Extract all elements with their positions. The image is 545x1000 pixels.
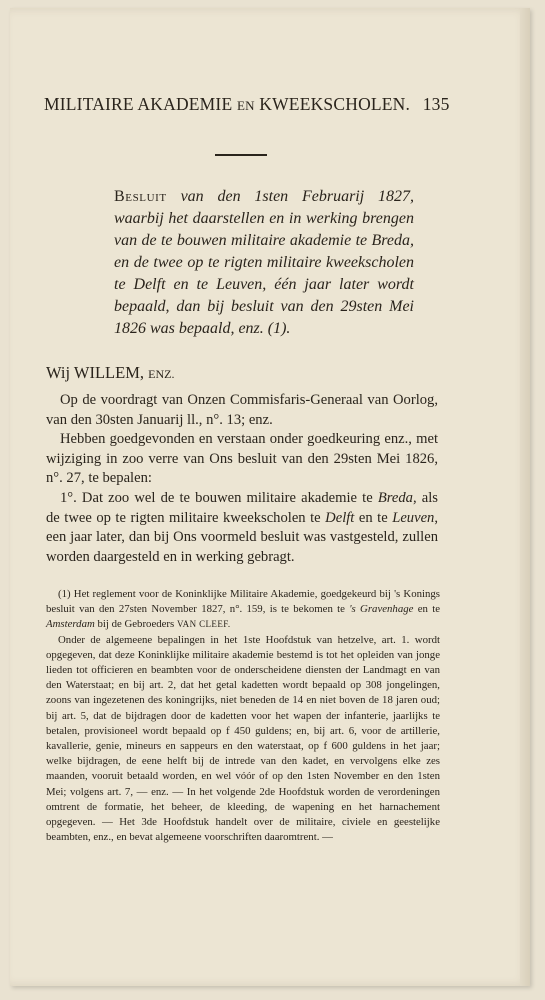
- salutation-small: ENZ.: [148, 367, 175, 381]
- decree-text: van den 1sten Februarij 1827, waarbij het daarstellen en in werking brengen van de te bouwen militaire akademie te Breda, en de twee op te rigten militaire kweekscholen te Delft en te Leuven, één jaar later wordt bepaald, dan bij besluit van den 29sten Mei 1826 was bepaald, enz. (1).: [114, 188, 414, 337]
- header-conjunction: EN: [236, 98, 255, 113]
- publisher-name: VAN CLEEF.: [176, 619, 231, 630]
- header-title-rest: KWEEKSCHOLEN.: [259, 94, 411, 114]
- header-title: MILITAIRE AKADEMIE: [44, 94, 233, 114]
- page-number: 135: [422, 94, 450, 114]
- place-amsterdam: Amsterdam: [46, 618, 95, 631]
- place-breda: Breda: [377, 489, 413, 506]
- paragraph-2: Hebben goedgevonden en verstaan onder goedkeuring enz., met wijziging in zoo verre van Ons besluit van den 29sten Mei 1826, n°. 27, te bepalen:: [46, 431, 438, 487]
- place-gravenhage: 's Gravenhage: [349, 603, 414, 616]
- salutation: [46, 363, 346, 383]
- salutation-main: Wij WILLEM,: [46, 363, 145, 382]
- decree-lead: Besluit: [114, 188, 167, 205]
- paragraph-3: 1°. Dat zoo wel de te bouwen militaire akademie te Breda, als de twee op te rigten militaire kweekscholen te Delft en te Leuven, een jaar later, dan bij Ons voormeld besluit was vastgesteld, zullen worden daargesteld en in werking gebragt.: [46, 489, 439, 565]
- running-header: [44, 94, 450, 115]
- book-page: [10, 8, 530, 986]
- footnotes: [46, 587, 440, 845]
- place-leuven: Leuven: [392, 509, 435, 526]
- page-edge-shadow: [520, 8, 530, 986]
- decree-heading: [114, 186, 414, 340]
- footnote-2: Onder de algemeene bepalingen in het 1ste Hoofdstuk van hetzelve, art. 1. wordt opgegeven, dat deze Koninklijke militaire akademie bestemd is tot het opleiden van jonge lieden tot officieren en beambten voor de onderscheidene diensten der Landmagt en van den Waterstaat; en bij art. 2, dat het getal kadetten wordt bepaald op 308 jongelingen, zoons van ingezetenen des koningrijks, niet beneden de 14 en niet boven de 18 jaren oud; bij art. 5, dat de bijdragen door de kadetten voor het wapen der infanterie, jaarlijks te betalen, provisioneel wordt bepaald op f 450 guldens; en, bij art. 6, voor de artillerie, kavallerie, genie, mineurs en sappeurs en den waterstaat, op f 600 guldens in het jaar; welke bijdragen, de eene helft bij de intrede van den kadet, en vervolgens elke zes maanden, vooruit betaald worden, en wel vóór of op den 1sten November en den 1sten Mei; volgens art. 7, — enz. — In het volgende 2de Hoofdstuk worden de verordeningen omtrent de formatie, het beheer, de kleeding, de wapening en het harnachement opgegeven. — Het 3de Hoofdstuk handelt over de militaire, civiele en geestelijke beambten, enz., en bevat algemeene voorschriften daaromtrent. —: [46, 633, 440, 844]
- main-text: [46, 391, 438, 567]
- place-delft: Delft: [325, 509, 355, 526]
- section-divider: [215, 154, 267, 156]
- footnote-1: (1) Het reglement voor de Koninklijke Militaire Akademie, goedgekeurd bij 's Konings besluit van den 27sten November 1827, n°. 159, is te bekomen te 's Gravenhage en te Amsterdam bij de Gebroeders VAN CLEEF.: [46, 588, 440, 631]
- paragraph-1: Op de voordragt van Onzen Commisfaris-Generaal van Oorlog, van den 30sten Januarij ll., n°. 13; enz.: [46, 392, 438, 428]
